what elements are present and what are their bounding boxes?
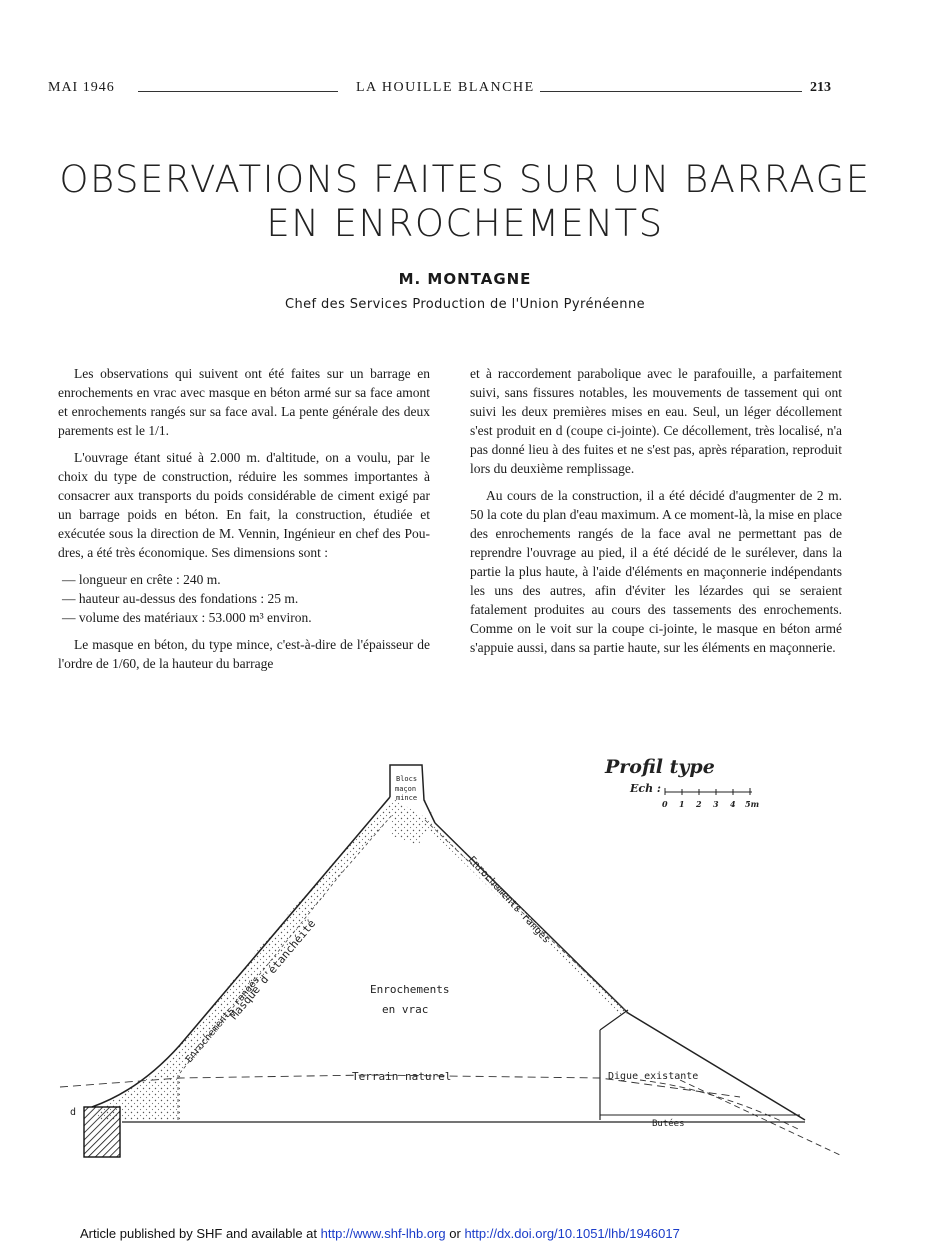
header-date: MAI 1946	[48, 80, 115, 95]
article-title	[40, 158, 890, 246]
scale-tick-5: 5m	[745, 799, 760, 809]
list-item: — longueur en crête : 240 m.	[62, 570, 430, 589]
cutoff-wall	[84, 1107, 120, 1157]
other-label: Butées	[652, 1119, 685, 1129]
dam-profile-drawing	[40, 745, 900, 1175]
crest-label-1: Blocs	[396, 775, 418, 783]
paragraph: L'ouvrage étant situé à 2.000 m. d'altitude, on a voulu, par le choix du type de construction, réduire les sommes importantes à consacrer aux transports du poids considérable de ciment exigé par un barrage poids en béton. En fait, la construction, étudiée et exécutée sous la direction de M. Vennin, Ingénieur en chef des Poudres, a été très économique. Ses dimensions sont :	[58, 450, 430, 560]
footer-link-doi[interactable]: http://dx.doi.org/10.1051/lhb/1946017	[464, 1226, 680, 1241]
paragraph: Les observations qui suivent ont été faites sur un barrage en enrochements en vrac avec masque en béton armé sur sa face amont et enrochements rangés sur sa face aval. La pente générale des deux parements est le 1/1.	[58, 366, 430, 438]
paragraph: Le masque en béton, du type mince, c'est-à-dire de l'épaisseur de l'ordre de 1/60, de la hauteur du barrage	[58, 637, 430, 671]
affiliation: Chef des Services Production de l'Union Pyrénéenne	[285, 297, 645, 312]
natural-ground-label: Terrain naturel	[352, 1070, 452, 1083]
upstream-rockfill-zone	[98, 800, 392, 1120]
dimensions-list	[58, 570, 430, 627]
header-page-number: 213	[810, 80, 831, 95]
paragraph: Au cours de la construction, il a été décidé d'augmenter de 2 m. 50 la cote du plan d'eau maximum. A ce moment-là, la mise en place des enrochements rangés de la face aval ne permettant pas de reprendre l'ouvrage au pied, il a été décidé de le surélever, dans la partie la plus haute, à l'aide d'éléments en maçonnerie indépendants les uns des autres, afin d'éviter les lézardes qui se seraient fatalement produites au cours des tassements des enrochements. Comme on le voit sur la coupe ci-jointe, le masque en béton armé s'appuie aussi, dans sa partie haute, sur les éléments en maçonnerie.	[470, 488, 842, 655]
column-left	[58, 364, 430, 681]
crest-label-3: mince	[396, 794, 418, 802]
title-line-2: EN ENROCHEMENTS	[266, 202, 664, 245]
dike-extension-dashed	[680, 1080, 840, 1155]
upstream-rockfill-label: Enrochements rangés	[183, 974, 263, 1065]
header-journal: LA HOUILLE BLANCHE	[356, 80, 535, 95]
scale-tick-2: 2	[696, 799, 702, 809]
point-d-label: d	[70, 1107, 77, 1118]
paragraph: et à raccordement parabolique avec le parafouille, a parfaitement suivi, sans fissures notables, les mouvements de tassement qui ont suivi les deux premières mises en eau. Seul, un léger décollement s'est produit en d (coupe ci-jointe). Ce décollement, très localisé, n'a pas donné lieu à des fuites et ne s'est pas, après réparation, reproduit lors du deuxième remplissage.	[470, 366, 842, 476]
scale-tick-0: 0	[662, 799, 668, 809]
header-rule-left	[138, 91, 338, 92]
footer-middle: or	[445, 1226, 465, 1241]
footer-prefix: Article published by SHF and available at	[80, 1226, 321, 1241]
core-label-line-1: Enrochements	[370, 983, 450, 996]
scale-label: Ech :	[630, 782, 661, 795]
title-line-1: OBSERVATIONS FAITES SUR UN BARRAGE	[59, 158, 871, 201]
core-label-line-2: en vrac	[382, 1003, 429, 1016]
footer	[80, 1226, 880, 1241]
upstream-mask-label: Masque d'étanchéité	[227, 917, 319, 1022]
dam-profile-figure	[40, 745, 900, 1175]
author: M. MONTAGNE	[398, 270, 532, 288]
column-right	[470, 364, 842, 665]
scale-tick-1: 1	[679, 799, 685, 809]
header-rule-right	[540, 91, 802, 92]
list-item: — volume des matériaux : 53.000 m³ environ.	[62, 608, 430, 627]
existing-dike-label: Digue existante	[608, 1071, 699, 1082]
crest-label-2: maçon	[395, 785, 417, 793]
scale-tick-3: 3	[713, 799, 719, 809]
footer-link-shf[interactable]: http://www.shf-lhb.org	[320, 1226, 446, 1241]
upstream-mask-line	[92, 797, 390, 1107]
existing-dike-outline	[600, 1010, 628, 1120]
list-item: — hauteur au-dessus des fondations : 25 m.	[62, 589, 430, 608]
figure-title: Profil type	[605, 756, 715, 778]
scale-tick-4: 4	[730, 799, 736, 809]
downstream-rockfill-label: Enrochements rangés	[465, 854, 552, 946]
